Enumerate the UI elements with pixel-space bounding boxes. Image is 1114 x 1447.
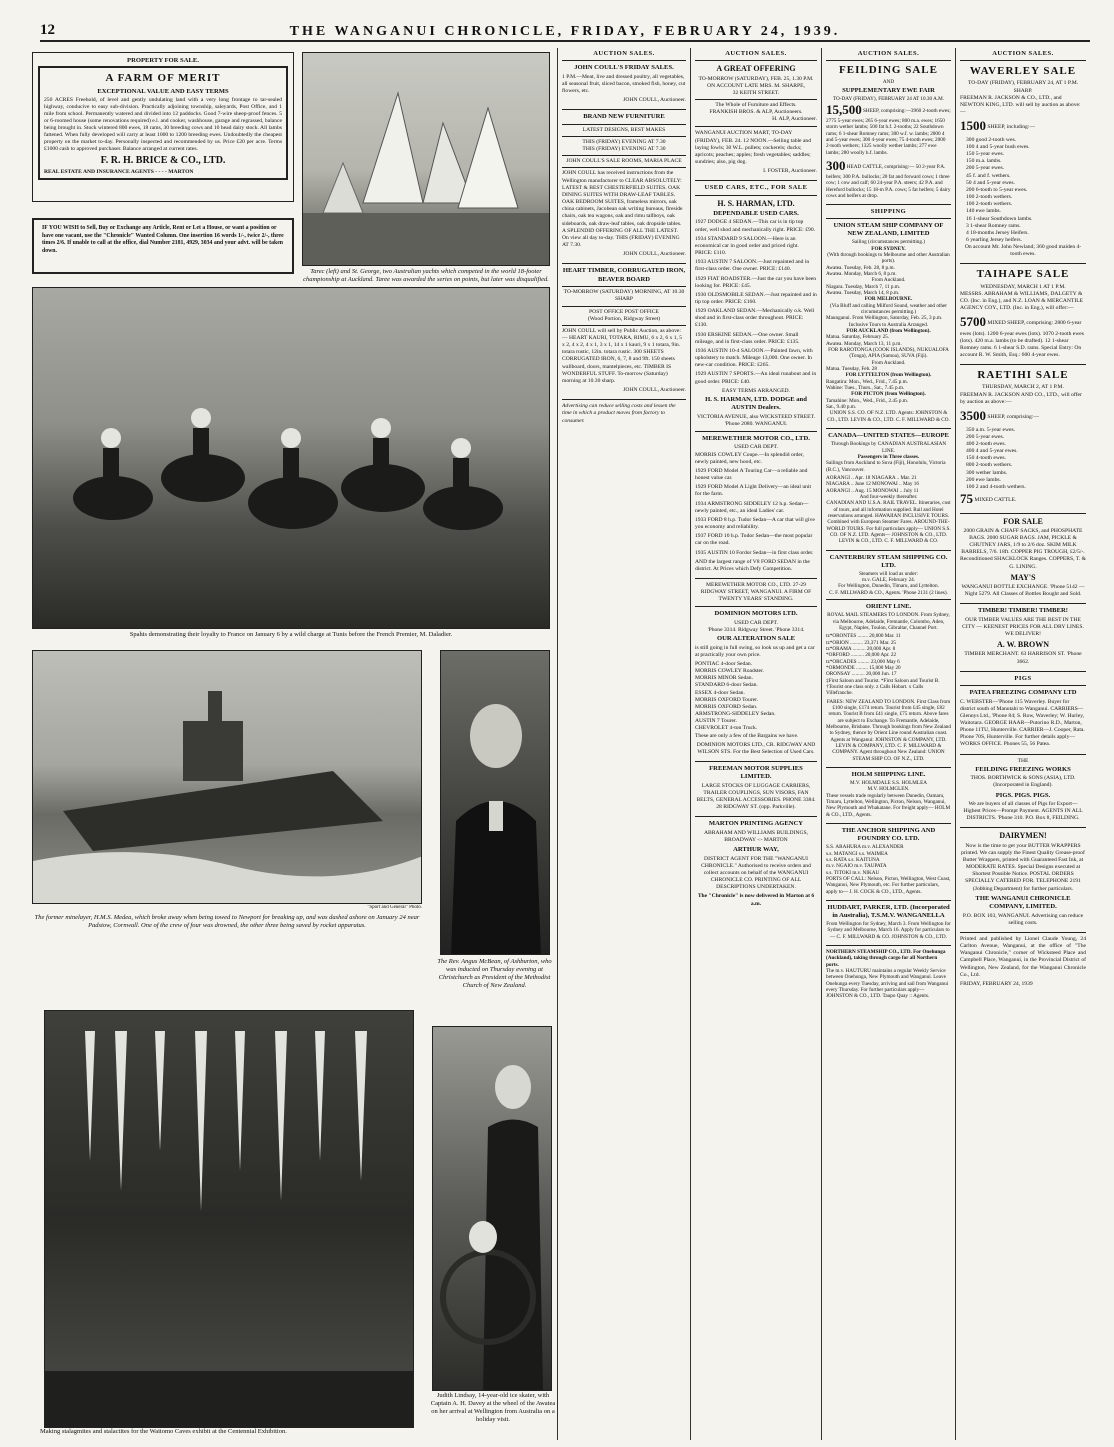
canterbury-body: Steamers will load as under: — [859, 570, 918, 577]
sydney-row: Awatea. Monday, March 6, 8 p.m. — [826, 270, 897, 277]
timber-title: TIMBER! TIMBER! TIMBER! — [978, 607, 1068, 615]
usscom-title: UNION STEAM SHIP COMPANY OF NEW ZEALAND, LIMITED — [833, 222, 944, 238]
dominion-phone: 'Phone 3314. Ridgway Street. 'Phone 3314. — [707, 627, 805, 634]
raetihi-ad — [960, 368, 1086, 513]
imprint-text: Printed and published by Lionel Claude Young, 24 Carlton Avenue, Wanganui, at the office of "The Wanganui Chronicle," corner of Wicksteed Place and Campbell Place, Wanganui, in the Provincial District of Wellington, New Zealand, for the Wanganui Chronicle Co., Ltd. — [960, 935, 1086, 978]
furniture-sub: LATEST DESIGNS, BEST MAKES — [582, 126, 666, 133]
for-sydney: FOR SYDNEY. — [871, 245, 906, 252]
huddart-title: HUDDART, PARKER, LTD. (Incorporated in Australia), T.S.M.V. WANGANELLA — [827, 903, 950, 919]
timber-body: JOHN COULL will sell by Public Auction, as above:— HEART KAURI, TOTARA, RIMU, 6 x 2, 6 x 1, 5 x 2, 4 x 2, 4 x 1, 3 x 1, 14 x 1 kauri, 9 x 1 totara, 9in. totara rustic, 12in. totara rustic. 300 SHEETS CORRUGATED IRON, 6, 7, 8 and 9ft. 150 sheets wallboard, doors, mantelpieces, etc. TIMBER IS WONDERFUL STUFF. To-morrow (Saturday) morning at 10.30 sharp. — [562, 327, 683, 384]
raetihi-item: 400 2-tooth ewes. — [966, 440, 1006, 447]
melbourne-row: Maunganui. From Wellington, Saturday, Feb. 25, 3 p.m. — [826, 315, 943, 322]
patea-ad — [960, 689, 1086, 755]
col3-section-heading: AUCTION SALES. — [562, 50, 686, 61]
for-lyttelton: FOR LYTTELTON (from Wellington). — [845, 372, 932, 379]
stalactites-graphic — [45, 1011, 414, 1428]
auction-mart-auctioneer: I. FOSTER, Auctioneer. — [763, 168, 817, 175]
timber-auctioneer: JOHN COULL, Auctioneer. — [623, 387, 686, 394]
waverley-item: 4 18-months Jersey Heifers. — [966, 229, 1029, 236]
pigs-heading: PIGS — [960, 675, 1086, 686]
northern-body: The m.v. HAUTURU maintains a regular Weekly Service between Onehunga, New Plymouth and Wanganui. Leave Onehunga every Tuesday, arriving and sail from Wanganui every Thursday. For further particulars apply— JOHNSTON & CO., LTD. Taupo Quay :: Agents. — [826, 968, 949, 1000]
merewether-list-item: 1933 FORD 8 h.p. Tudor Sedan—A car that will give you economy and reliability. — [695, 516, 815, 531]
furniture-times: THIS (FRIDAY) EVENING AT 7.30 THIS (FRIDAY) EVENING AT 7.30 — [582, 138, 666, 153]
sydney-row: Awatea. Tuesday, March 14, 8 p.m. — [826, 289, 900, 296]
property-agent: F. R. H. BRICE & CO., LTD. — [100, 155, 226, 167]
dominion-ad — [695, 610, 817, 762]
melbourne-row: Inclusive Tours to Australia Arranged. — [848, 321, 929, 328]
dairymen-body: Now is the time to get your BUTTER WRAPPERS printed. We can supply the Finest Quality Grease-proof Butter Wrappers, printed with Guaranteed Fast Ink, at MODERATE RATES. Special Designs executed at Shortest Possible Notice. POSTAL ORDERS SPECIALLY CATERED FOR. TELEPHONE 2191 (Jobbing Department) for further particulars. — [961, 842, 1085, 892]
anchor-row: s.s. RATA s.s. KAITUNA — [826, 856, 880, 863]
shipwreck-graphic — [33, 651, 422, 904]
col4-section-heading: AUCTION SALES. — [695, 50, 817, 61]
furniture-auctioneer: JOHN COULL, Auctioneer. — [623, 251, 686, 258]
great-offering-street: 32 KEITH STREET. — [732, 89, 780, 96]
holm-body: These vessels trade regularly between Dunedin, Oamaru, Timaru, Lyttelton, Wellington, Picton, Nelson, Wanganui, New Plymouth and Whakatane. For freight apply— HOLM & CO., LTD., Agents. — [826, 792, 951, 818]
waverley-item: 140 ewe lambs. — [966, 208, 1001, 215]
waverley-item: 16 1-shear Southdown lambs. — [966, 215, 1033, 222]
waverley-when: TO-DAY (FRIDAY), FEBRUARY 24, AT 1 P.M. SHARP. — [967, 80, 1079, 94]
masthead — [40, 22, 1090, 42]
column-sales-misc — [956, 48, 1090, 1440]
feilding-works-body: THOS. BORTHWICK & SONS (ASIA), LTD. (Incorporated in England). — [970, 775, 1076, 789]
great-offering-agents: FRANKISH BROS. & ALP, Auctioneers. — [709, 109, 803, 116]
canada-row: NIAGARA .. June 12 MONOWAI .. May 16 — [826, 481, 919, 488]
harman-footer: H. S. HARMAN, LTD. DODGE and AUSTIN Dealers. — [705, 395, 807, 412]
dominion-sub: USED CAR DEPT. — [734, 619, 778, 626]
taihape-ad — [960, 267, 1086, 365]
newspaper-title: THE WANGANUI CHRONICLE, FRIDAY, FEBRUARY 24, 1939. — [289, 24, 841, 39]
raetihi-item: 350 a.m. 5-year ewes. — [966, 426, 1016, 433]
canterbury-gale: m.v. GALE, February 24. — [861, 577, 916, 584]
anchor-row: S.S. ARAHURA m.v. ALEXANDER — [826, 844, 904, 851]
waverley-item: 300 good 2-tooth wes. — [966, 136, 1017, 143]
harman-list-item: 1930 ERSKINE SEDAN.—One owner. Small mileage, and in first-class order. PRICE: £135. — [695, 331, 800, 345]
waverley-intro: FREEMAN R. JACKSON & CO., LTD., and NEWTON KING, LTD. will sell by auction as above:— — [960, 94, 1081, 116]
orient-row: ORONSAY .......... 20,000 Jun. 17 — [826, 671, 897, 678]
property-headline: A FARM OF MERIT — [105, 72, 221, 85]
timber-post-office: POST OFFICE POST OFFICE (Wood Portion, Ridgway Street) — [587, 308, 661, 322]
raetihi-count: 3500 — [960, 407, 986, 423]
feilding-works-ad — [960, 758, 1086, 829]
merewether-title: MEREWETHER MOTOR CO., LTD. — [702, 435, 810, 443]
rarotonga-row: Matua. Tuesday, Feb. 28 — [826, 366, 877, 373]
merewether-sub: USED CAR DEPT. — [734, 444, 778, 451]
dominion-list-item: PONTIAC 4-door Sedan. — [695, 660, 753, 667]
canada-foot: And four-weekly thereafter. — [859, 493, 918, 500]
waverley-item: 3 1-shear Romney rams. — [966, 222, 1021, 229]
merewether-list-item: 1935 AUSTIN 10 Fordor Sedan—in first class order. — [695, 549, 814, 556]
marton-title: MARTON PRINTING AGENCY — [708, 820, 804, 828]
canada-ad — [826, 432, 951, 551]
anchor-ad — [826, 827, 951, 901]
merewether-list-item: 1934 ARMSTRONG SIDDELEY 12 h.p. Sedan—newly painted, etc., an ideal Ladies' car. — [695, 500, 809, 514]
spahis-caption: Spahis demonstrating their loyalty to France on January 6 by a wild charge at Tunis before the French Premier, M. Daladier. — [129, 631, 453, 638]
raetihi-cattle: MIXED CATTLE. — [974, 496, 1017, 503]
holm-ad — [826, 771, 951, 824]
merewether-ad — [695, 435, 817, 579]
orient-line-ad — [826, 603, 951, 768]
holm-title: HOLM SHIPPING LINE. — [851, 771, 926, 779]
dominion-list-item: STANDARD 6-door Sedan. — [695, 682, 758, 689]
taihape-body: MIXED SHEEP, comprising: 2800 6-year ewes (lots). 1200 6-year ewes (lots). 1070 2-tooth ewes (lots). 420 m.a. lambs (to be drafted). 12 1-shear Romney rams. 6 1-shear S.D. rams. Special Entry: On account R. W. Smith, Esq.: 600 4-year ewes. — [960, 320, 1084, 359]
marton-body: ABRAHAM AND WILLIAMS BUILDINGS, BROADWAY -:- MARTON — [703, 829, 808, 844]
property-section-heading: PROPERTY FOR SALE. — [127, 57, 199, 64]
feilding-when: TO-DAY (FRIDAY), FEBRUARY 24 AT 10.30 A.M. — [832, 95, 945, 102]
feilding-sale-ad — [826, 64, 951, 205]
anchor-title: THE ANCHOR SHIPPING AND FOUNDRY CO. LTD. — [841, 827, 936, 843]
feilding-sub: SUPPLEMENTARY EWE FAIR — [842, 86, 935, 94]
harman-list-item: 1936 AUSTIN 10-4 SALOON.—Painted fawn, with upholstery to match. Mileage 13,000. One owner. In new-car condition. PRICE: £265. — [695, 347, 813, 369]
merewether-second-ad: MEREWETHER MOTOR CO., LTD. 27-29 RIDGWAY STREET, WANGANUI. A FIRM OF TWENTY YEARS' STANDING. — [695, 582, 817, 607]
waverley-ad — [960, 64, 1086, 264]
waverley-item: 45 f. and f. wethers. — [966, 172, 1011, 179]
classified-box — [32, 218, 294, 274]
taihape-title: TAIHAPE SALE — [976, 268, 1070, 281]
canada-pass: Passengers in Three classes. — [857, 453, 920, 460]
harman-list-item: 1927 DODGE 4 SEDAN.—This car is in tip top order, well shod and mechanically right. PRICE: £90. — [695, 219, 816, 233]
dominion-list-item: CHEVROLET 4-ton Truck. — [695, 725, 758, 732]
dominion-note: These are only a few of the Bargains we have. — [695, 732, 799, 739]
dominion-list-item: AUSTIN 7 Tourer. — [695, 718, 737, 725]
column-auction-coull — [557, 48, 691, 1440]
raetihi-title: RAETIHI SALE — [977, 369, 1069, 382]
waitomo-photo — [44, 1010, 414, 1428]
canterbury-ad — [826, 554, 951, 600]
sydney-note: (With through bookings to Melbourne and other Australian ports). — [827, 251, 950, 265]
orient-note: ‡First Saloon and Tourist. *First Saloon and Tourist B. †Tourist one class only. z Calls Hobart. x Calls Villefranche. — [826, 677, 940, 697]
waverley-item: 150 m.a. lambs. — [966, 158, 1002, 165]
raetihi-item: 300 wether lambs. — [966, 469, 1008, 476]
orient-row: tz*ORION .......... 23,371 Mar. 25 — [826, 639, 897, 646]
orient-row: tz*ORONTES ........ 20,000 Mar. 11 — [826, 633, 901, 640]
huddart-ad — [826, 904, 951, 946]
auckland-row: Awatea. Monday, March 13, 11 p.m. — [826, 340, 902, 347]
alteration-body: is still going in full swing, so look us up and get a car at practically your own price. — [695, 644, 815, 658]
merewether-footer: AND the largest range of V8 FORD SEDAN in the district. At Prices which Defy Competition. — [695, 558, 810, 572]
harman-address: VICTORIA AVENUE, also WICKSTEED STREET. — [697, 413, 815, 420]
orient-row: tz*ORCADES ......... 23,000 May 6 — [826, 658, 900, 665]
great-offering-ad — [695, 64, 817, 127]
portrait-graphic — [441, 651, 550, 955]
chronicle-co-title: THE WANGANUI CHRONICLE COMPANY, LIMITED. — [975, 894, 1071, 911]
auction-mart-ad — [695, 130, 817, 181]
anchor-row: s.s. TITOKI m.v. NIKAU — [826, 869, 880, 876]
waverley-lead: SHEEP, including:— — [987, 124, 1035, 131]
medea-caption: The former minelayer, H.M.S. Medea, which broke away when being towed to Newport for breaking up, and was dashed ashore on January 24 near Padstow, Cornwall. One of the crew of four was drowned, the other three being saved by rocket apparatus. — [34, 914, 420, 930]
col5-section-heading: AUCTION SALES. — [826, 50, 951, 61]
great-offering-when: TO-MORROW (SATURDAY), FEB. 25, 1.30 P.M. — [698, 75, 814, 82]
waverley-item: 200 6-tooth to 5-year ewes. — [966, 186, 1028, 193]
col6-section-heading: AUCTION SALES. — [960, 50, 1086, 61]
harman-list-item: 1929 OAKLAND SEDAN.—Mechanically o.k. Well shod and in first-class order throughout. PRICE: £130. — [695, 308, 815, 329]
for-auckland: FOR AUCKLAND (from Wellington). — [846, 328, 931, 334]
auction-mart-body: WANGANUI AUCTION MART, TO-DAY (FRIDAY), FEB. 24. 12 NOON.—Selling table and laying fowls; 30 W.L. pullets; cockerels; ducks; apricots; peaches; apples; fresh vegetables; saddles; sundries; also, pig dog. — [695, 130, 812, 166]
chronicle-co-body: P.O. BOX 103, WANGANUI. Advertising can reduce selling costs. — [962, 912, 1084, 926]
used-cars-heading: USED CARS, ETC., FOR SALE — [695, 184, 817, 195]
union-steam-ad — [826, 222, 951, 429]
yachts-photo — [302, 52, 550, 266]
raetihi-item: 800 2-tooth wethers. — [966, 462, 1013, 469]
orient-row: *ORMONDE ......... 15,000 May 20 — [826, 664, 901, 671]
raetihi-item: 200 ewe lambs. — [966, 476, 1001, 483]
harman-list — [695, 219, 817, 385]
orient-title: ORIENT LINE. — [865, 603, 912, 611]
marton-printing-ad — [695, 820, 817, 912]
medea-photo-credit: "Sport and General" Photo. — [367, 905, 422, 910]
advert-note: Advertising can reduce selling costs and lessen the time in which a product moves from factory to consumer. — [562, 403, 676, 424]
timber-ad — [960, 607, 1086, 671]
pigs-row: PIGS. PIGS. PIGS. — [995, 791, 1051, 799]
taihape-when: WEDNESDAY, MARCH 1 AT 1 P.M. — [980, 283, 1066, 290]
skater-caption: Judith Lindsay, 14-year-old ice skater, with Captain A. H. Davey at the wheel of the Awatea on her arrival at Wellington from Australia on a holiday visit. — [430, 1392, 556, 1424]
property-ad — [32, 52, 294, 202]
skater-photo — [432, 1026, 552, 1391]
waverley-count: 1500 — [960, 118, 986, 134]
dominion-list-item: MORRIS OXFORD Sedan. — [695, 703, 758, 710]
harman-sub: DEPENDABLE USED CARS. — [713, 209, 799, 217]
auckland-row: Matua. Saturday, February 25. — [826, 334, 890, 341]
anchor-body: PORTS OF CALL: Nelson, Picton, Wellington, West Coast, Wanganui, New Plymouth, etc. For further particulars, apply to— J. H. COCK & CO., LTD., Agents. — [826, 875, 951, 895]
for-sale-title: FOR SALE — [1003, 516, 1043, 526]
harman-list-item: 1929 FIAT ROADSTER.—Just the car you have been looking for. PRICE: £45. — [695, 275, 817, 289]
dairymen-ad — [960, 831, 1086, 933]
for-picton: FOR PICTON (from Wellington). — [851, 391, 926, 398]
merewether-list-item: 1937 FORD 10 h.p. Tudor Sedan—the most popular car on the road. — [695, 533, 813, 547]
mcbean-photo — [440, 650, 550, 955]
property-agent-sub: REAL ESTATE AND INSURANCE AGENTS - - - - MARTON — [44, 168, 194, 175]
cattle-count: 300 — [826, 157, 846, 173]
dominion-list-item: MORRIS MINOR Sedan. — [695, 675, 753, 682]
canada-body: Sailings from Auckland to Suva (Fiji), Honolulu, Victoria (B.C.), Vancouver. — [826, 460, 946, 473]
patea-title: PATEA FREEZING COMPANY LTD — [969, 689, 1077, 697]
column-auction-cars — [691, 48, 822, 1440]
for-sale-body: 2000 GRAIN & CHAFF SACKS, and PHOSPHATE BAGS. 2000 SUGAR BAGS. JAM, PICKLE & CHUTNEY JARS, 1/9 to 2/6 doz. SKIM MILK BARRELS, 7/6. 18ft. COPPER PIG TROUGH, £2/5/-. Reconditioned SHACKLOCK Ranges. COPPERS, T. & G. LINING. — [960, 527, 1086, 570]
great-offering-alp: H. ALP, Auctioneer. — [772, 116, 817, 123]
taihape-intro: MESSRS. ABRAHAM & WILLIAMS, DALGETY & CO. (Inc. in Eng.), and N.Z. LOAN & MERCANTILE AGENCY COY., LTD. (Inc. in Eng.), will offer:— — [960, 290, 1084, 311]
feilding-works-title: FEILDING FREEZING WORKS — [975, 765, 1071, 773]
pigs-body: We are buyers of all classes of Pigs for Export—Highest Prices—Prompt Payment. AGENTS IN ALL DISTRICTS. 'Phone 310. P.O. Box 8, FEILDING. — [963, 800, 1083, 822]
column-feilding-shipping — [822, 48, 956, 1440]
arthur-note: The "Chronicle" is now delivered in Marton at 6 a.m. — [697, 893, 815, 907]
union-agents: UNION S.S. CO. OF N.Z. LTD. Agents: JOHNSTON & CO., LTD. LEVIN & CO., LTD. C. F. MILLWARD & CO. — [827, 410, 950, 423]
orient-row: *ORFORD .......... 20,000 Apr. 22 — [826, 652, 897, 659]
furniture-title: BRAND NEW FURNITURE — [583, 113, 665, 121]
great-offering-body: The Whole of Furniture and Effects. — [715, 102, 797, 109]
rarotonga: FOR RAROTONGA (COOK ISLANDS), NUKUALOFA (Tonga), APIA (Samoa), SUVA (Fiji). — [828, 347, 949, 360]
mays-title: MAY'S — [1010, 572, 1036, 582]
freeman-body: LARGE STOCKS OF LUGGAGE CARRIERS, TRAILER COUPLINGS, SUN VISORS, FAN BELTS, GENERAL ACCESSORIES. PHONE 3384. 28 RIDGWAY ST. (opp. Parkville). — [696, 782, 816, 811]
classified-text: IF YOU WISH to Sell, Buy or Exchange any Article, Rent or Let a House, or want a position or have one vacant, use the "Chronicle" Wanted Column. One insertion 16 words 1/-, twice 2/-, three times 2/6. If unable to call at the office, dial Number 2181, 4929, 3034 and your advt. will be taken down. — [42, 225, 284, 254]
timber-when: TO-MORROW (SATURDAY) MORNING, AT 10.30 SHARP — [563, 289, 685, 303]
cattle-body: HEAD CATTLE, comprising:— 50 2-year P.A. heifers; 300 P.A. bullocks; 20 fat and forward cows; 1 three cow; 1 cow and calf; 60 24-year P.A. steers; 42 P.A. and Hereford bullocks; 15 18-m P.A. cows; 5 fat heifers; 5 dairy cows and heifers at drop. — [826, 163, 951, 199]
property-subhead: EXCEPTIONAL VALUE AND EASY TERMS — [97, 87, 229, 95]
waverley-item: 6 yearling Jersey heifers. — [966, 236, 1022, 243]
sydney-row: From Auckland. — [871, 277, 906, 284]
canterbury-agent: C. F. MILLWARD & CO., Agents. 'Phone 2131 (2 lines). — [829, 589, 948, 596]
mcbean-caption: The Rev. Angus McBean, of Ashburton, who was inducted on Thursday evening at Christchurch as President of the Methodist Church of New Zealand. — [437, 958, 552, 990]
waverley-item: 100 4 and 5-year bush ewes. — [966, 143, 1030, 150]
waverley-item: 150 5-year ewes. — [966, 151, 1005, 158]
arthur-way: ARTHUR WAY, — [733, 846, 779, 854]
waverley-item: 100 2-tooth wethers. — [966, 201, 1013, 208]
raetihi-when: THURSDAY, MARCH 2, AT 1 P.M. — [982, 384, 1064, 391]
waverley-item: 200 5-year ewes. — [966, 165, 1005, 172]
furniture-body: JOHN COULL has received instructions from the Wellington manufacturer to CLEAR ABSOLUTELY: LATEST & BEST CHESTERFIELD SUITES. OAK DINING SUITES WITH DRAW-LEAF TABLES. OAK BEDROOM SUITES, frameless mirrors, oak china cabinets, Jacobean oak writing bureaus, fireside chairs, oak tea wagons, oak and rimu tallboys, oak sideboards, oak draw-leaf tables, oak dropside tables. A SPLENDID OFFERING OF ALL THE LATEST. On view all day to-day. THIS (FRIDAY) EVENING AT 7.30. — [562, 170, 683, 248]
imprint — [960, 936, 1086, 993]
merewether-list-item: 1929 FORD Model A Touring Car—a reliable and honest value car. — [695, 467, 808, 482]
merewether-list-item: 1929 FORD Model A Light Delivery—an ideal unit for the farm. — [695, 484, 812, 498]
for-melbourne: FOR MELBOURNE. — [864, 296, 913, 303]
harman-list-item: 1934 STANDARD 9 SALOON.—Here is an economical car in good order and priced right. PRICE: £110. — [695, 235, 799, 257]
rarotonga-row: From Auckland. — [871, 359, 906, 366]
taihape-count: 5700 — [960, 314, 986, 330]
coull-friday-auctioneer: JOHN COULL, Auctioneer. — [623, 97, 686, 104]
northern-title: NORTHERN STEAMSHIP CO., LTD. For Onehunga (Auckland), taking through cargo for all Northern ports. — [826, 949, 946, 968]
dairymen-title: DAIRYMEN! — [999, 831, 1047, 841]
great-offering-title: A GREAT OFFERING — [716, 64, 796, 74]
arthur-body: DISTRICT AGENT FOR THE "WANGANUI CHRONICLE." Authorised to receive orders and collect accounts on behalf of the WANGANUI CHRONICLE CO. PRINTING OF ALL DESCRIPTIONS UNDERTAKEN. — [701, 855, 811, 891]
canada-row: AORANGI .. Apr. 18 NIAGARA .. Mar. 21 — [826, 474, 917, 481]
waverley-item: 50 4 and 5-year ewes. — [966, 179, 1015, 186]
merewether-list-item: MORRIS COWLEY Coupe.—In splendid order, newly painted, new hood, etc. — [695, 451, 804, 465]
horsemen-graphic — [33, 288, 550, 629]
canada-sub: Through Bookings by CANADIAN AUSTRALASIAN LINE. — [830, 441, 947, 454]
furniture-rooms: JOHN COULL'S SALE ROOMS, MARIA PLACE — [566, 158, 682, 165]
feilding-works-the: THE — [1017, 757, 1029, 764]
raetihi-item: 150 4-tooth ewes. — [966, 455, 1006, 462]
medea-photo — [32, 650, 422, 904]
harman-list-item: 1930 OLDSMOBILE SEDAN.—Just repainted and in tip top order. PRICE: £160. — [695, 291, 817, 305]
freeman-ad — [695, 765, 817, 818]
orient-body: ROYAL MAIL STEAMERS TO LONDON. From Sydney, via Melbourne, Adelaide, Fremantle, Colombo, Aden, Egypt, Naples, Toulon, Gibraltar, Channel Port. — [827, 612, 950, 631]
picton-row: Sat., 9.40 p.m. — [826, 404, 857, 411]
harman-phone: 'Phone 2080. WANGANUI. — [724, 420, 788, 427]
canterbury-ports: For Wellington, Dunedin, Timaru, and Lyttelton. — [838, 583, 939, 590]
melbourne-note: (Via Bluff and calling Milford Sound, weather and other circumstances permitting.) — [829, 302, 947, 315]
lyttelton-row: Wahine: Tues., Thurs., Sat., 7.45 p.m. — [826, 385, 905, 392]
orient-row: tz*ORAMA .......... 20,000 Apr. 8 — [826, 645, 896, 652]
coull-friday-title: JOHN COULL'S FRIDAY SALES. — [574, 64, 674, 72]
sheep-count: 15,500 — [826, 102, 862, 118]
coull-friday-body: 1 P.M.—Meat, live and dressed poultry, all vegetables, all seasonal fruit, sliced bacon, smoked fish, honey, cut flowers, etc. — [562, 73, 686, 95]
sydney-row: Niagara. Tuesday, March 7, 11 p.m. — [826, 283, 901, 290]
harman-list-item: 1929 AUSTIN 7 SPORTS.—An ideal runabout and in good order. PRICE: £40. — [695, 371, 817, 385]
shipping-heading: SHIPPING — [826, 208, 951, 219]
alteration-title: OUR ALTERATION SALE — [716, 635, 796, 643]
coull-furniture-sale — [562, 113, 686, 264]
raetihi-item: 400 4 and 5-year ewes. — [966, 448, 1018, 455]
northern-ad — [826, 949, 951, 1005]
waverley-item: 100 2-tooth wethers. — [966, 194, 1013, 201]
dominion-list-item: ARMSTRONG-SIDDELEY Sedan. — [695, 711, 776, 718]
holm-row: M.V. HOLMGLEN. — [867, 786, 910, 793]
brown-title: A. W. BROWN — [996, 640, 1049, 650]
page-number: 12 — [40, 22, 55, 38]
freeman-title: FREEMAN MOTOR SUPPLIES LIMITED. — [709, 764, 803, 781]
harman-easy-terms: EASY TERMS ARRANGED. — [722, 387, 790, 394]
harman-ad — [695, 199, 817, 432]
orient-fares: FARES: NEW ZEALAND TO LONDON. First Class from £100 single, £174 return. Tourist from £45 single, £82 return. Tourist B from £41 single, £75 return. Above fares are subject to Exchange. To Fremantle, Adelaide, Melbourne, Brisbane. Through bookings from New Zealand to Sydney, thence by Orient Line round Australian coast. Agents at Wanganui: JOHNSTON & COMPANY, LTD. LEVIN & COMPANY, LTD. C. F. MILLWARD & COMPANY. Agent throughout New Zealand: UNION STEAM SHIP CO. OF N.Z., LTD. — [826, 698, 951, 762]
harman-list-item: 1933 AUSTIN 7 SALOON.—Just repainted and in first-class order. One owner. PRICE: £140. — [695, 259, 810, 273]
dominion-list — [695, 661, 817, 733]
holm-row: M.V. HOLMDALE S.S. HOLMLEA — [850, 780, 927, 787]
waverley-title: WAVERLEY SALE — [969, 65, 1077, 78]
spahis-photo — [32, 287, 550, 629]
dominion-list-item: MORRIS COWLEY Roadster. — [695, 668, 764, 675]
raetihi-cattle-count: 75 — [960, 490, 973, 506]
usscom-sub: Sailing (circumstances permitting.) — [851, 239, 926, 246]
yacht-sails-graphic — [303, 53, 550, 266]
yachts-caption: Tarec (left) and St. George, two Australian yachts which competed in the world 18-footer championship at Auckland. Taree was awarded the series on points, but later was disqualified. — [303, 268, 549, 284]
ship-wheel-graphic — [433, 1027, 552, 1391]
great-offering-account: ON ACCOUNT LATE MRS. M. SHARPE, — [707, 82, 805, 89]
coull-timber-sale — [562, 267, 686, 400]
canada-row: AORANGI .. Aug. 15 MONOWAI .. July 11 — [826, 487, 919, 494]
timber-title: HEART TIMBER, CORRUGATED IRON, BEAVER BOARD — [562, 267, 686, 283]
canada-title: CANADA—UNITED STATES—EUROPE — [828, 432, 949, 440]
rail-info: CANADIAN AND U.S.A. RAIL TRAVEL. Itineraries, cost of tours, and all information supplied. Rail and Hotel reservations arranged. HAWAIIAN INCLUSIVE TOURS. Combined with European Steamer Fares. AROUND-THE-WORLD TOURS. For full particulars apply— UNION S.S. CO. OF N.Z. LTD. Agents— JOHNSTON & CO., LTD. LEVIN & CO., LTD. C. F. MILLWARD & CO. — [826, 500, 951, 545]
for-sale-ad — [960, 517, 1086, 605]
raetihi-lead: SHEEP, comprising:— — [987, 413, 1039, 420]
harman-title: H. S. HARMAN, LTD. — [717, 198, 795, 208]
raetihi-intro: FREEMAN R. JACKSON AND CO., LTD., will offer by auction as above:— — [960, 391, 1082, 405]
anchor-row: s.s. MATANGI s.s. WAIMEA — [826, 850, 888, 857]
dominion-list-item: MORRIS OXFORD Tourer. — [695, 696, 759, 703]
timber-body: OUR TIMBER VALUES ARE THE BEST IN THE CITY — KEENEST PRICES FOR ALL DRY LINES. WE DELIVER! — [962, 616, 1084, 638]
canterbury-title: CANTERBURY STEAM SHIPPING CO. LTD. — [829, 553, 948, 569]
coull-friday-sale — [562, 64, 686, 110]
sydney-row: Awatea. Tuesday, Feb. 28, 8 p.m. — [826, 264, 895, 271]
huddart-body: From Wellington for Sydney, March 3. From Wellington for Sydney and Melbourne, March 16. Apply for particulars to— C. F. MILLWARD & CO. JOHNSTON & CO., LTD. — [826, 921, 951, 940]
waitomo-caption: Making stalagmites and stalactites for the Waitomo Caves exhibit at the Centennial Exhibition. — [40, 1428, 287, 1435]
dominion-title: DOMINION MOTORS LTD. — [714, 610, 798, 618]
lyttelton-row: Rangatira: Mon., Wed., Frid., 7.45 p.m. — [826, 378, 908, 385]
raetihi-item: 200 5-year ewes. — [966, 433, 1005, 440]
raetihi-item: 100 2 and 4-tooth wethers. — [966, 483, 1026, 490]
dominion-footer: DOMINION MOTORS LTD., CR. RIDGWAY AND WILSON STS. For the Best Selection of Used Cars. — [696, 741, 816, 755]
brown-body: TIMBER MERCHANT. 63 HARRISON ST. 'Phone 3662. — [964, 651, 1082, 665]
property-body: 250 ACRES Freehold, of level and gently undulating land with a very long frontage to tar-sealed highway, conducive to easy sub-division. Practically adjoining township, saleyards, Post Office, and 1 mile from school. Permanently watered and divided into 12 paddocks. Good 7-wire sheep-proof fences. 5 or 6-roomed house (some renovations required) e.l. and cooker, washhouse, garage and regrassed, balance being brought in. Stock wintered 800 ewes, 18 rams, 30 breeding cows and 10 head dairy stock. All lambs fattened. When fully developed will carry at least 1000 to 1200 breeding ewes. Undoubtedly the cheapest property on the market to-day. Personally inspected and recommended by us. Price £20 per acre. Terms £1000 cash to approved purchaser. Balance arranged at current rates. — [44, 97, 282, 153]
waverley-foot: On account Mr. John Newland; 360 good maiden 4-tooth ewes. — [964, 244, 1082, 258]
dominion-list-item: ESSEX 4-door Sedan. — [695, 689, 745, 696]
mays-body: WANGANUI BOTTLE EXCHANGE. 'Phone 5142 — Night 5279. All Classes of Bottles Bought and Sold. — [961, 584, 1085, 598]
feilding-title: FEILDING SALE — [839, 63, 938, 76]
imprint-date: FRIDAY, FEBRUARY 24, 1939 — [960, 980, 1033, 987]
feilding-and: AND — [882, 79, 895, 86]
picton-row: Tamahine: Mon., Wed., Frid., 2.45 p.m. — [826, 397, 909, 404]
anchor-row: m.v. NGAIO m.v. TAUPATA — [826, 863, 887, 870]
patea-body: C. WEBSTER—'Phone 115 Waverley. Buyer for district south of Manutahi to Wanganui. CARRIERS—Glennys Ltd., 'Phone 84; S. Row, Waverley; W. Hurley, Waitotara. GEORGE HAAR—Putorino R.D., Marton, Phone 11TU, Hunterville. CARRIER—J. Cooper, Rata. Phone 70S, Hunterville. For further details apply— WORKS OFFICE. Phones 55, 56 Patea. — [960, 698, 1085, 748]
sheep-body: SHEEP, comprising:—3960 2-tooth ewes; 2775 5-year ewes; 265 6-year ewes; 800 m.a. ewes; 1650 storm wether lambs; 500 fat h.f. 2-tooths; 22 Southdown rams; 6 1-shear Romney rams; 300 w.f. w. lambs; 2000 4 and 5-year ewes; 300 4-year ewes; 75 4-tooth ewes; 2000 2-tooth wethers; 1325 woolly wether lambs; 277 ewe lambs; 280 woolly h.f. lambs. — [826, 108, 951, 156]
